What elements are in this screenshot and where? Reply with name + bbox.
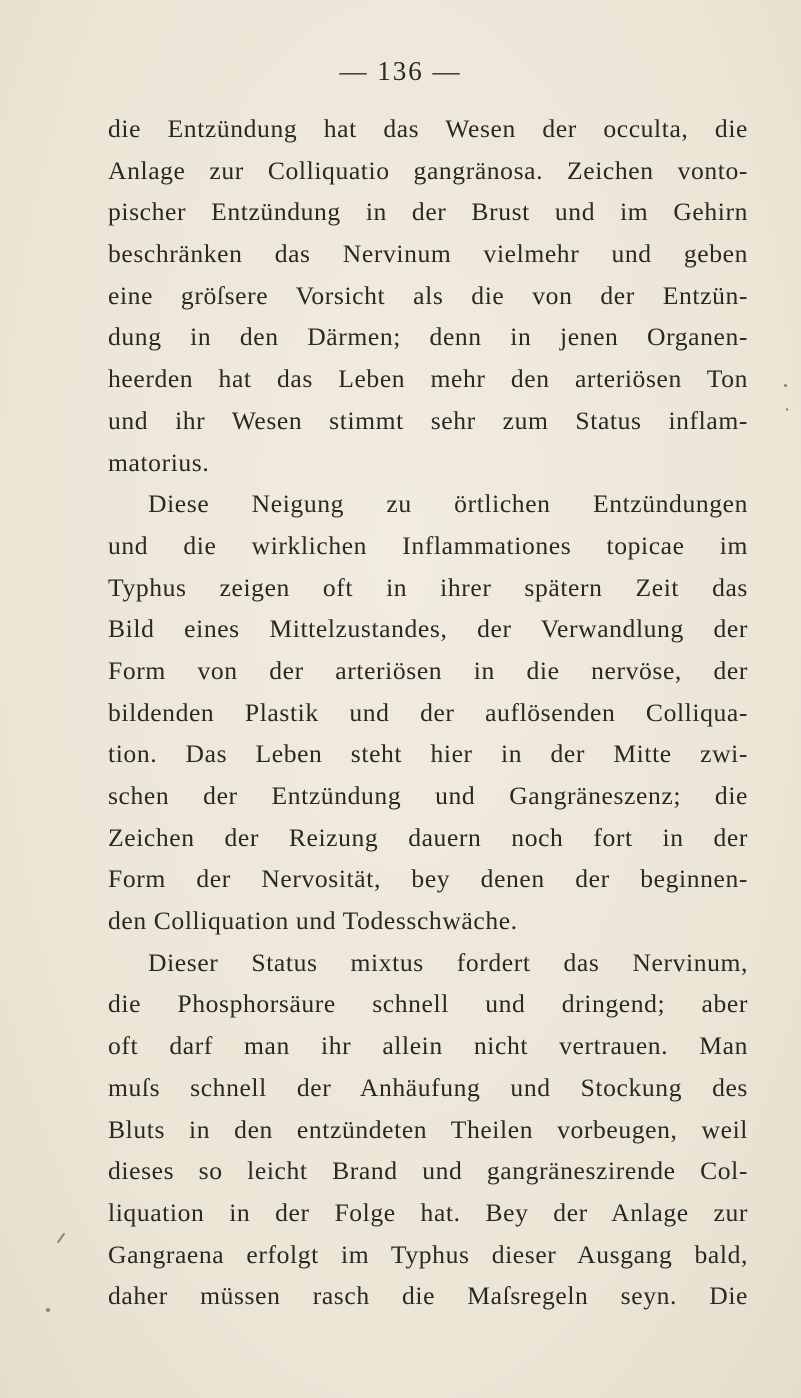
text-line-3: pischer Entzündung in der Brust und im Gehirn	[108, 197, 748, 227]
text-line-10: Diese Neigung zu örtlichen Entzündungen	[148, 489, 748, 519]
text-line-27: liquation in der Folge hat. Bey der Anlage zur	[108, 1197, 748, 1227]
text-line-12: Typhus zeigen oft in ihrer spätern Zeit das	[108, 572, 748, 602]
text-line-7: heerden hat das Leben mehr den arteriösen Ton	[108, 364, 748, 394]
text-line-29: daher müssen rasch die Maſsregeln seyn. Die	[108, 1281, 748, 1311]
text-line-24: muſs schnell der Anhäufung und Stockung des	[108, 1072, 748, 1102]
body-text	[108, 108, 748, 1317]
text-line-13: Bild eines Mittelzustandes, der Verwandlung der	[108, 614, 748, 644]
text-line-5: eine gröſsere Vorsicht als die von der Entzün-	[108, 280, 748, 310]
text-line-6: dung in den Därmen; denn in jenen Organen-	[108, 322, 748, 352]
paper-speck	[46, 1308, 50, 1312]
text-line-23: oft darf man ihr allein nicht vertrauen. Man	[108, 1031, 748, 1061]
text-line-9: matorius.	[108, 447, 210, 477]
paper-speck	[57, 1233, 66, 1244]
text-line-25: Bluts in den entzündeten Theilen vorbeugen, weil	[108, 1114, 748, 1144]
text-line-15: bildenden Plastik und der auflösenden Colliqua-	[108, 697, 748, 727]
text-line-20: den Colliquation und Todesschwäche.	[108, 906, 518, 936]
text-line-2: Anlage zur Colliquatio gangränosa. Zeichen vonto-	[108, 155, 748, 185]
text-line-22: die Phosphorsäure schnell und dringend; aber	[108, 989, 748, 1019]
text-line-11: und die wirklichen Inflammationes topicae im	[108, 530, 748, 560]
text-line-28: Gangraena erfolgt im Typhus dieser Ausgang bald,	[108, 1239, 748, 1269]
text-line-16: tion. Das Leben steht hier in der Mitte zwi-	[108, 739, 748, 769]
text-line-14: Form von der arteriösen in die nervöse, der	[108, 655, 748, 685]
text-line-21: Dieser Status mixtus fordert das Nervinum,	[148, 947, 748, 977]
text-line-1: die Entzündung hat das Wesen der occulta, die	[108, 114, 748, 143]
paper-speck	[786, 408, 788, 411]
text-line-8: und ihr Wesen stimmt sehr zum Status inflam-	[108, 405, 748, 435]
paper-speck	[784, 384, 787, 387]
text-line-19: Form der Nervosität, bey denen der beginnen-	[108, 864, 748, 894]
text-line-4: beschränken das Nervinum vielmehr und geben	[108, 239, 748, 269]
text-line-17: schen der Entzündung und Gangräneszenz; die	[108, 781, 748, 810]
text-line-18: Zeichen der Reizung dauern noch fort in der	[108, 822, 748, 852]
text-line-26: dieses so leicht Brand und gangräneszirende Col-	[108, 1156, 748, 1186]
page-number-header: — 136 —	[339, 56, 462, 86]
